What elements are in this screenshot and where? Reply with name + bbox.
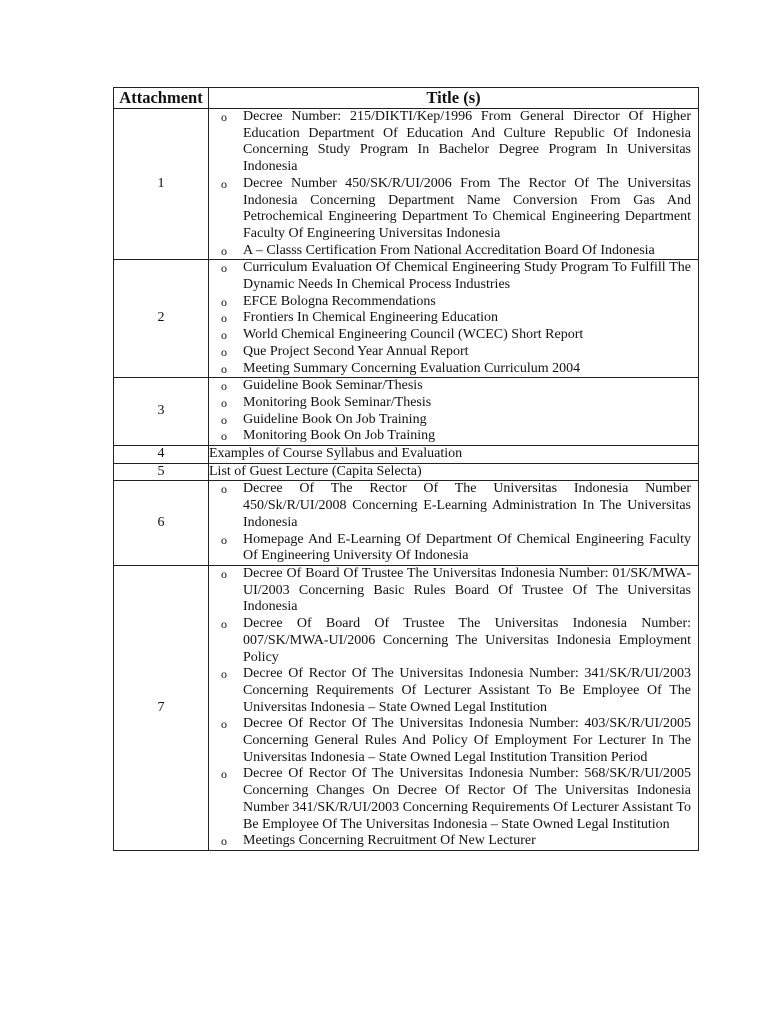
list-item (209, 344, 691, 361)
list-item-text: Decree Of Rector Of The Universitas Indonesia Number: 341/SK/R/UI/2003 Concerning Requirements Of Lecturer Assistant To Be Employee Of The Universitas Indonesia – State Owned Legal Institution (243, 666, 691, 715)
bullet-icon: o (221, 767, 227, 782)
attachment-number: 2 (114, 260, 209, 378)
list-item (209, 566, 691, 616)
list-item-text: EFCE Bologna Recommendations (243, 293, 436, 309)
list-item (209, 378, 691, 395)
table-row (114, 481, 699, 566)
list-item (209, 716, 691, 766)
bullet-icon: o (221, 412, 227, 427)
title-cell (209, 481, 699, 566)
attachment-number: 3 (114, 378, 209, 446)
list-item (209, 260, 691, 293)
list-item-text: Frontiers In Chemical Engineering Education (243, 310, 499, 326)
table-header-row (114, 88, 699, 109)
attachment-number: 5 (114, 463, 209, 481)
list-item-text: Homepage And E-Learning Of Department Of Chemical Engineering Faculty Of Engineering University Of Indonesia (243, 531, 691, 564)
list-item (209, 833, 691, 850)
bullet-icon: o (221, 834, 227, 849)
bullet-icon: o (221, 176, 227, 191)
list-item-text: Monitoring Book On Job Training (243, 428, 436, 444)
title-cell (209, 378, 699, 446)
list-item (209, 395, 691, 412)
title-text: Examples of Course Syllabus and Evaluation (209, 446, 699, 464)
list-item (209, 428, 691, 445)
list-item-text: A – Classs Certification From National Accreditation Board Of Indonesia (243, 242, 655, 258)
bullet-icon: o (221, 566, 227, 581)
attachment-number: 4 (114, 446, 209, 464)
title-text: List of Guest Lecture (Capita Selecta) (209, 463, 699, 481)
list-item-text: Curriculum Evaluation Of Chemical Engineering Study Program To Fulfill The Dynamic Needs In Chemical Process Industries (243, 260, 691, 293)
list-item (209, 361, 691, 378)
table-row (114, 565, 699, 850)
title-list (209, 109, 698, 259)
title-cell (209, 260, 699, 378)
attachment-column-header: Attachment (114, 88, 209, 109)
bullet-icon: o (221, 328, 227, 343)
list-item (209, 294, 691, 311)
table-row (114, 446, 699, 464)
list-item-text: Meetings Concerning Recruitment Of New Lecturer (243, 833, 536, 849)
list-item (209, 666, 691, 716)
bullet-icon: o (221, 717, 227, 732)
list-item-text: Monitoring Book Seminar/Thesis (243, 394, 432, 410)
list-item (209, 412, 691, 429)
list-item (209, 532, 691, 565)
list-item (209, 327, 691, 344)
list-item (209, 310, 691, 327)
bullet-icon: o (221, 311, 227, 326)
bullet-icon: o (221, 361, 227, 376)
titles-column-header: Title (s) (209, 88, 699, 109)
bullet-icon: o (221, 379, 227, 394)
bullet-icon: o (221, 294, 227, 309)
list-item (209, 616, 691, 666)
bullet-icon: o (221, 344, 227, 359)
list-item-text: Meeting Summary Concerning Evaluation Curriculum 2004 (243, 360, 581, 376)
list-item-text: Decree Number: 215/DIKTI/Kep/1996 From General Director Of Higher Education Department Of Education And Culture Republic Of Indonesia Concerning Study Program In Bachelor Degree Program In Universitas Indonesia (243, 109, 691, 175)
attachment-table (113, 87, 699, 851)
list-item-text: Decree Of Rector Of The Universitas Indonesia Number: 568/SK/R/UI/2005 Concerning Changes On Decree Of Rector Of The Universitas Indonesia Number 341/SK/R/UI/2003 Concerning Requirements Of Lecturer Assistant To Be Employee Of The Universitas Indonesia – State Owned Legal Institution (243, 766, 691, 832)
list-item (209, 176, 691, 243)
list-item (209, 481, 691, 531)
title-list (209, 566, 698, 850)
list-item (209, 243, 691, 260)
bullet-icon: o (221, 532, 227, 547)
bullet-icon: o (221, 617, 227, 632)
table-row (114, 260, 699, 378)
attachment-number: 6 (114, 481, 209, 566)
list-item (209, 109, 691, 176)
title-list (209, 260, 698, 377)
list-item-text: Decree Of The Rector Of The Universitas Indonesia Number 450/Sk/R/UI/2008 Concerning E-Learning Administration In The Universitas Indonesia (243, 481, 691, 530)
table-row (114, 378, 699, 446)
bullet-icon: o (221, 261, 227, 276)
bullet-icon: o (221, 482, 227, 497)
title-cell (209, 565, 699, 850)
table-row (114, 463, 699, 481)
bullet-icon: o (221, 395, 227, 410)
table-row (114, 109, 699, 260)
list-item-text: Decree Of Board Of Trustee The Universitas Indonesia Number: 007/SK/MWA-UI/2006 Concerning The Universitas Indonesia Employment Policy (243, 616, 691, 665)
title-cell (209, 109, 699, 260)
bullet-icon: o (221, 429, 227, 444)
attachment-number: 7 (114, 565, 209, 850)
title-list (209, 378, 698, 445)
bullet-icon: o (221, 110, 227, 124)
list-item (209, 766, 691, 833)
list-item-text: Guideline Book Seminar/Thesis (243, 378, 423, 394)
title-list (209, 481, 698, 565)
attachment-table-body (114, 109, 699, 851)
list-item-text: World Chemical Engineering Council (WCEC) Short Report (243, 327, 584, 343)
list-item-text: Decree Of Rector Of The Universitas Indonesia Number: 403/SK/R/UI/2005 Concerning General Rules And Policy Of Employment For Lecturer In The Universitas Indonesia – State Owned Legal Institution Transition Period (243, 716, 691, 765)
bullet-icon: o (221, 667, 227, 682)
list-item-text: Guideline Book On Job Training (243, 411, 427, 427)
list-item-text: Que Project Second Year Annual Report (243, 343, 469, 359)
list-item-text: Decree Number 450/SK/R/UI/2006 From The Rector Of The Universitas Indonesia Concerning Department Name Conversion From Gas And Petrochemical Engineering Department To Chemical Engineering Department Faculty Of Engineering Universitas Indonesia (243, 175, 691, 241)
list-item-text: Decree Of Board Of Trustee The Universitas Indonesia Number: 01/SK/MWA-UI/2003 Concerning Basic Rules Board Of Trustee Of The Universitas Indonesia (243, 565, 691, 615)
attachment-number: 1 (114, 109, 209, 260)
bullet-icon: o (221, 243, 227, 258)
